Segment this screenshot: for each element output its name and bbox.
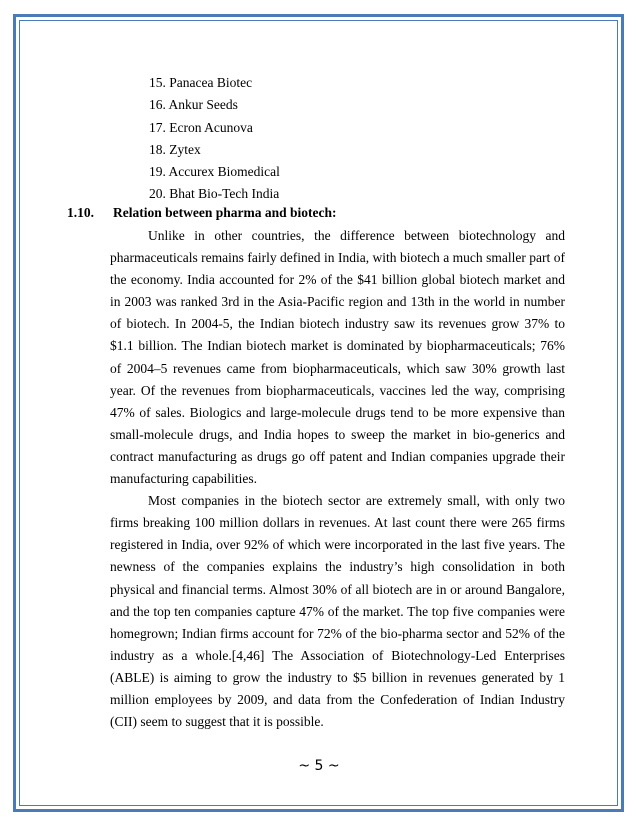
list-item: 19. Accurex Biomedical	[149, 164, 280, 180]
list-item: 17. Ecron Acunova	[149, 119, 253, 135]
section-body	[110, 225, 565, 733]
company-list	[149, 72, 280, 206]
section-title: Relation between pharma and biotech:	[113, 205, 337, 220]
section-heading	[67, 202, 337, 224]
section-number: 1.10.	[67, 205, 94, 220]
list-item: 16. Ankur Seeds	[149, 97, 238, 113]
list-item: 15. Panacea Biotec	[149, 75, 253, 90]
page-number: ~ 5 ~	[298, 758, 340, 774]
paragraph: Unlike in other countries, the difference between biotechnology and pharmaceuticals remains fairly defined in India, with biotech a much smaller part of the economy. India accounted for 2% of the $41 billion global biotech market and in 2003 was ranked 3rd in the Asia-Pacific region and 13th in the world in number of biotech. In 2004-5, the Indian biotech industry saw its revenues grow 37% to $1.1 billion. The Indian biotech market is dominated by biopharmaceuticals; 76% of 2004–5 revenues came from biopharmaceuticals, which saw 30% growth last year. Of the revenues from biopharmaceuticals, vaccines led the way, comprising 47% of sales. Biologics and large-molecule drugs tend to be more expensive than small-molecule drugs, and India hopes to sweep the market in bio-generics and contract manufacturing as drugs go off patent and Indian companies upgrade their manufacturing capabilities.	[110, 228, 565, 487]
list-item: 20. Bhat Bio-Tech India	[149, 186, 280, 202]
list-item: 18. Zytex	[149, 141, 201, 157]
paragraph: Most companies in the biotech sector are extremely small, with only two firms breaking 100 million dollars in revenues. At last count there were 265 firms registered in India, over 92% of which were incorporated in the last five years. The newness of the companies explains the industry’s high consolidation in both physical and financial terms. Almost 30% of all biotech are in or around Bangalore, and the top ten companies capture 47% of the market. The top five companies were homegrown; Indian firms account for 72% of the bio-pharma sector and 52% of the industry as a whole.[4,46] The Association of Biotechnology-Led Enterprises (ABLE) is aiming to grow the industry to $5 billion in revenues generated by 1 million employees by 2009, and data from the Confederation of Indian Industry (CII) seem to suggest that it is possible.	[110, 493, 565, 730]
